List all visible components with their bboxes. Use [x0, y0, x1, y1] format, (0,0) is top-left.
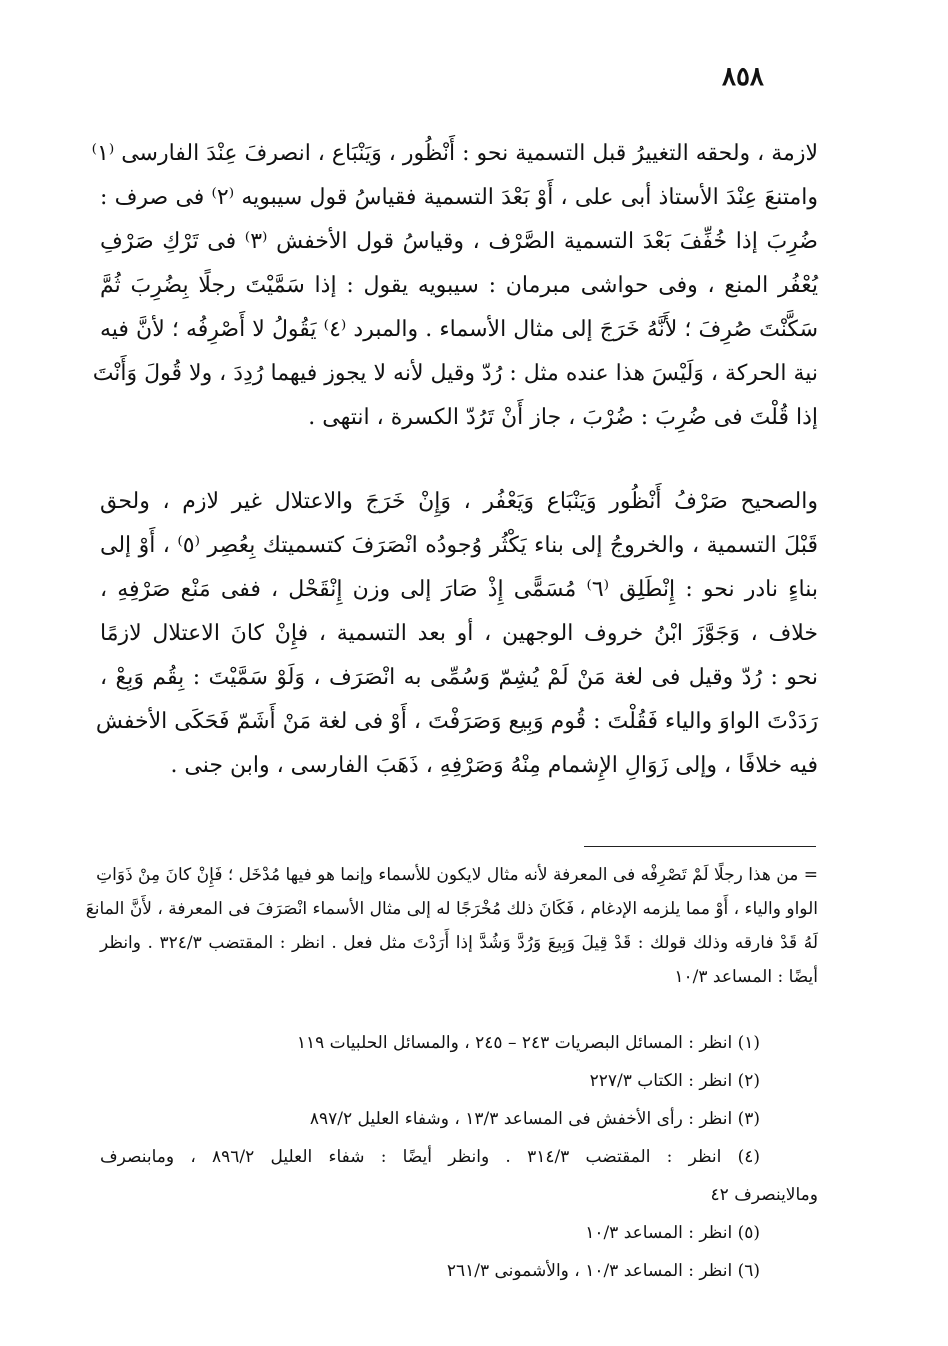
footnote-4-continuation: ومالاينصرف ٤٢: [710, 1185, 818, 1205]
footnote-line: لَهُ قَدْ فارقه وذلك قولك : قَدْ قِيلَ وَبِيعَ وَرُدَّ وَشُدَّ إذا أَرَدْتَ مثل فعل . انظر : المقتضب ٣٢٤/٣ . وانظر: [100, 933, 819, 953]
text-line: بناءٍ نادر نحو : إِنْطَلِق ⁽٦⁾ مُسَمًّى إِذْ صَارَ إلى وزن إِنْقَحْل ، ففى مَنْع صَرْفِهِ ،: [100, 577, 818, 602]
footnotes: [100, 1024, 818, 1290]
text-line: يُعْفُر المنع ، وفى حواشى مبرمان : سيبويه يقول : إذا سَمَّيْتَ رجلًا بِضُرِبَ ثُمَّ: [100, 273, 818, 298]
footnote-line: = من هذا رجلًا لَمْ تَصْرِفْه فى المعرفة لأنه مثال لايكون للأسماء وإنما هو فيها مُدْخَل ؛ فَإِنْ كانَ مِنْ ذَوَاتِ: [96, 865, 818, 885]
text-line: رَدَدْتَ الواوَ والياء فَقُلْتَ : قُوم وَبِيع وَصَرَفْتَ ، أَوْ فى لغة مَنْ أَشَمّ فَحَكَى الأخفش: [95, 709, 818, 734]
footnote-separator: [584, 846, 816, 847]
text-line: نحو : رُدّ وقيل فى لغة مَنْ لَمْ يُشِمّ وَسُمِّى به انْصَرَف ، وَلَوْ سَمَّيْتَ : بِقُم وَبِعْ ،: [100, 665, 818, 690]
footnote-4: (٤) انظر : المقتضب ٣١٤/٣ . وانظر أيضًا : شفاء العليل ٨٩٦/٢ ، ومابنصرف: [100, 1147, 761, 1167]
text-line: وامتنعَ عِنْدَ الأستاذ أبى على ، أَوْ بَعْدَ التسمية فقياسُ قول سيبويه ⁽٢⁾ فى صرف :: [100, 185, 818, 210]
footnote-5: (٥) انظر : المساعد ١٠/٣: [585, 1223, 760, 1243]
text-line: ضُرِبَ إذا خُفِّفَ بَعْدَ التسمية الصَّرْف ، وقياسُ قول الأخفش ⁽٣⁾ فى تَرْكِ صَرْفِ: [100, 229, 818, 254]
footnote-1: (١) انظر : المسائل البصريات ٢٤٣ – ٢٤٥ ، والمسائل الحلبيات ١١٩: [296, 1033, 760, 1053]
footnote-line: الواو والياء ، أَوْ مما يلزمه الإدغام ، فَكَانَ ذلك مُخْرَجًا له إلى مثال الأسماء انْصَرَفَ فى المعرفة ، لأَنَّ المانعَ: [85, 899, 818, 919]
footnote-2: (٢) انظر : الكتاب ٢٢٧/٣: [589, 1071, 760, 1091]
page-number: ٨٥٨: [722, 62, 764, 92]
text-line: والصحيح صَرْفُ أَنْظُور وَيَنْبَاع وَيَعْفُر ، وَإِنْ خَرَجَ والاعتلال غير لازم ، ولحق: [100, 489, 818, 514]
footnote-continuation: [85, 858, 819, 994]
text-line: قَبْلَ التسمية ، والخروجُ إلى بناء يَكْثُر وُجودُه انْصَرَفَ كتسميتك بِعُصِر ⁽٥⁾ ، أَوْ إلى: [100, 533, 819, 558]
text-line: خلاف ، وَجَوَّزَ ابْنُ خروف الوجهين ، أو بعد التسمية ، فإِنْ كانَ الاعتلال لازمًا: [100, 621, 818, 646]
text-line: لازمة ، ولحقه التغييرُ قبل التسمية نحو : أَنْظُور ، وَيَنْبَاع ، انصرفَ عِنْدَ الفارسى ⁽١⁾: [91, 141, 818, 166]
footnote-6: (٦) انظر : المساعد ١٠/٣ ، والأشمونى ٢٦١/٣: [446, 1261, 760, 1281]
paragraph-1: [91, 132, 819, 440]
text-line: فيه خلافًا ، وإلى زَوَالِ الإِشمام مِنْهُ وَصَرْفِهِ ، ذَهَبَ الفارسى ، وابن جنى .: [170, 753, 818, 778]
text-line: سَكَّنْتَ صُرِفَ ؛ لأَنَّهُ خَرَجَ إلى مثال الأسماء . والمبرد ⁽٤⁾ يَقُولُ لا أَصْرِفُه ؛ لأنَّ فيه: [100, 317, 819, 342]
paragraph-2: [95, 480, 819, 788]
footnote-3: (٣) انظر : رأى الأخفش فى المساعد ١٣/٣ ، وشفاء العليل ٨٩٧/٢: [309, 1109, 760, 1129]
footnote-line: أيضًا : المساعد ١٠/٣: [674, 967, 818, 987]
text-line: إذا قُلْتَ فى ضُرِبَ : ضُرْبَ ، جاز أَنْ تَرُدّ الكسرة ، انتهى .: [308, 405, 818, 430]
text-line: نية الحركة ، وَلَيْسَ هذا عنده مثل : رُدّ وقيل لأنه لا يجوز فيهما رُدِدَ ، ولا قُولَ وَأَنْتَ: [92, 361, 818, 386]
